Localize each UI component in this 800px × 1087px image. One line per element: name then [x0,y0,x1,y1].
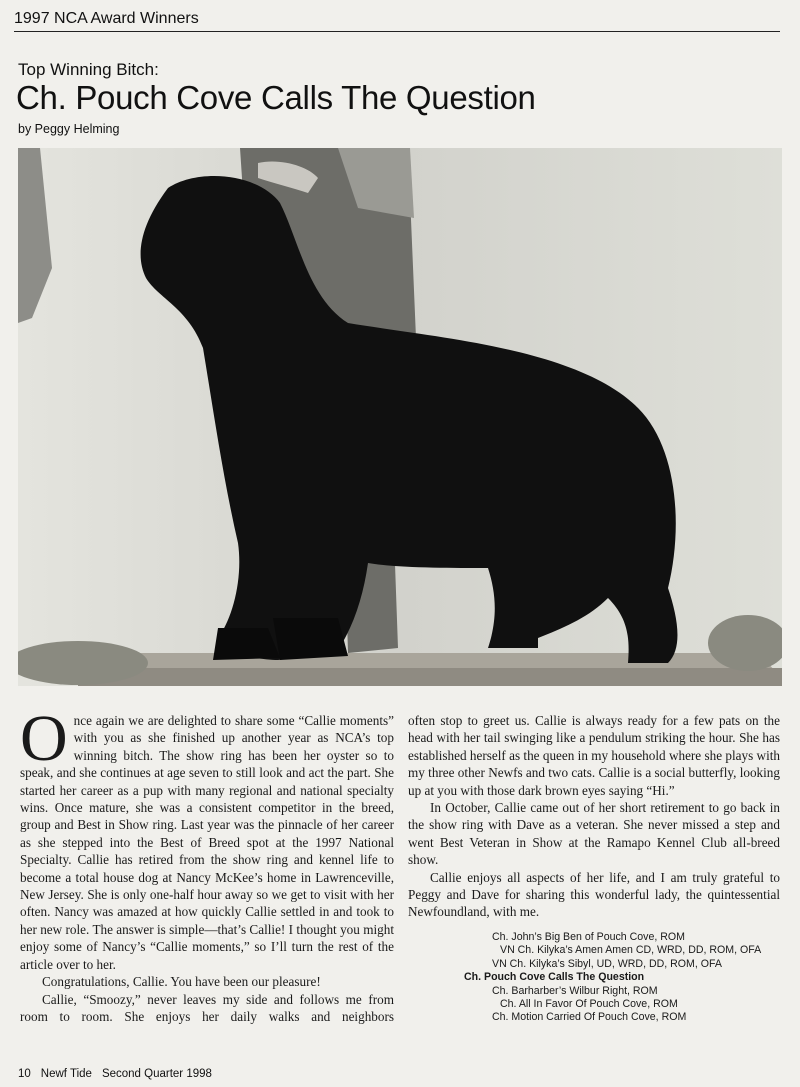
drop-cap: O [20,702,68,775]
pedigree-entry: VN Ch. Kilyka’s Sibyl, UD, WRD, DD, ROM, OFA [492,957,722,970]
dog-photo-icon [18,148,782,686]
issue-date: Second Quarter 1998 [101,1068,212,1080]
newfoundland-dog-photo [18,148,782,686]
pedigree-chart [408,931,780,1025]
paragraph-1-text: nce again we are delighted to share some “Callie moments” with you as she finished up another year as NCA’s top winning bitch. The show ring has been her oyster so to speak, and she continues at age seven to still look and act the part. She started her career as a pup with many regional and national specialty wins. Once mature, she was a consistent competitor in the breed, group and Best in Show ring. Last year was the pinnacle of her career as she stepped into the Best of Breed spot at the 1997 National Specialty. Callie has retired from the show ring and kennel life to become a total house dog at Nancy McKee’s home in Lawrenceville, New Jersey. She is only one-half hour away so we get to visit with her often. Nancy was amazed at how quickly Callie settled in and took to her new role. The answer is simple—that’s Callie! I thought you might enjoy some of Nancy’s “Callie moments,” so I’ll turn the rest of the article over to her. [20,713,394,972]
pedigree-entry: Ch. All In Favor Of Pouch Cove, ROM [500,997,678,1010]
pedigree-entry: Ch. Barharber’s Wilbur Right, ROM [492,984,658,997]
pedigree-entry: Ch. Motion Carried Of Pouch Cove, ROM [492,1011,687,1024]
publication-name: Newf Tide [40,1068,92,1080]
page-number: 10 [18,1068,31,1080]
pedigree-entry: VN Ch. Kilyka’s Amen Amen CD, WRD, DD, ROM, OFA [500,944,762,957]
paragraph-3: Callie, “Smoozy,” never leaves my side and follows me from room to room. She enjoys her daily walks and neighbors [20,991,394,1024]
article-byline: by Peggy Helming [18,122,120,136]
paragraph-1 [20,702,394,973]
article-title: Ch. Pouch Cove Calls The Question [16,79,536,116]
article-column-left [20,702,394,1025]
paragraph-4: In October, Callie came out of her short retirement to go back in the show ring with Dave as a veteran. She never missed a step and went Best Veteran in Show at the Ramapo Kennel Club all-breed show. [408,800,780,868]
paragraph-2: Congratulations, Callie. You have been our pleasure! [42,974,321,990]
pedigree-entry: Ch. John’s Big Ben of Pouch Cove, ROM [492,930,685,943]
page-footer [18,1068,222,1080]
article-column-right [408,712,780,1025]
pedigree-subject: Ch. Pouch Cove Calls The Question [464,971,645,984]
article-kicker: Top Winning Bitch: [18,60,159,79]
paragraph-5: Callie enjoys all aspects of her life, and I am truly grateful to Peggy and Dave for sharing this wonderful lady, the quintessential Newfoundland, with me. [408,869,780,920]
running-head: 1997 NCA Award Winners [14,10,780,32]
paragraph-3-continued: often stop to greet us. Callie is always ready for a few pats on the head with her tail swinging like a pendulum striking the hour. She has established herself as the queen in my household where she plays with my three other Newfs and two cats. Callie is a social butterfly, looking up at you with those dark brown eyes saying “Hi.” [408,713,780,798]
